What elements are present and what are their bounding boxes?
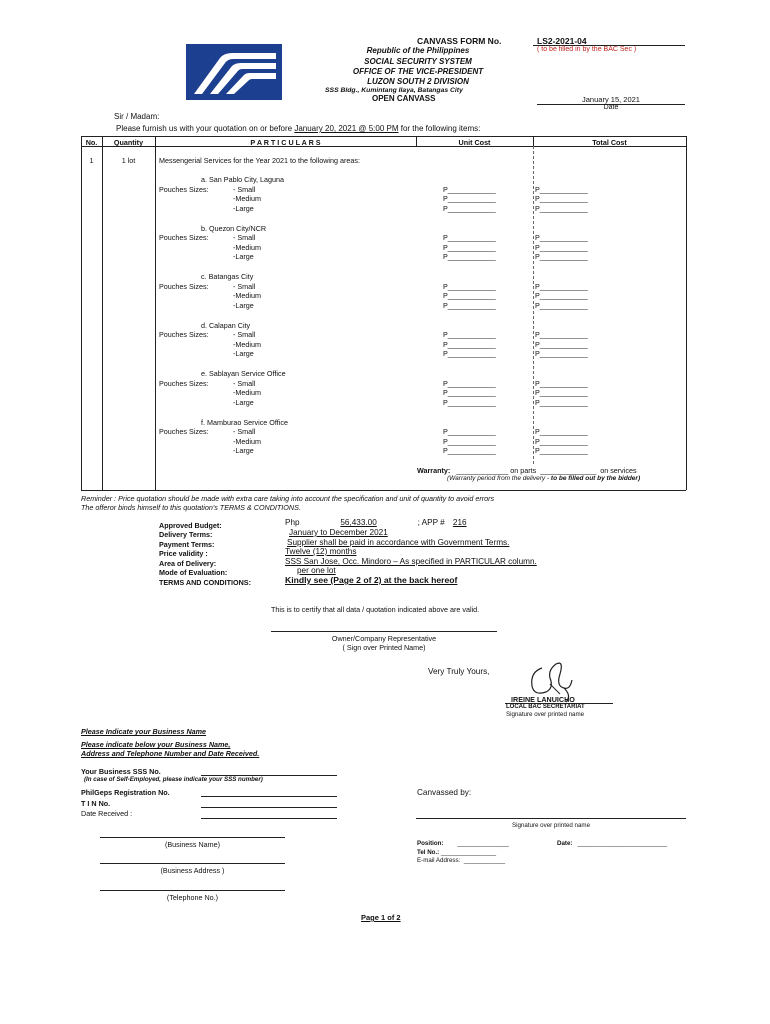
total-cost-input[interactable]: P____________ <box>535 233 588 242</box>
open-canvass-title: OPEN CANVASS <box>372 94 436 103</box>
reminder-line-1: Reminder : Price quotation should be made with extra care taking into account the specification and unit of quantity to avoid errors <box>81 494 495 503</box>
approved-budget-label: Approved Budget: <box>159 521 222 530</box>
quotation-deadline: January 20, 2021 @ 5:00 PM <box>294 124 399 133</box>
representative-sub: ( Sign over Printed Name) <box>342 643 426 652</box>
agency-name: SOCIAL SECURITY SYSTEM <box>364 57 472 66</box>
area-name: a. San Pablo City, Laguna <box>201 175 284 184</box>
delivery-terms-value: January to December 2021 <box>289 528 388 537</box>
size-label: -Large <box>233 203 254 213</box>
header-unit-cost: Unit Cost <box>458 138 491 147</box>
header-no: No. <box>85 138 98 147</box>
payment-terms-label: Payment Terms: <box>159 540 215 549</box>
size-label: -Large <box>233 397 254 407</box>
telephone-label: (Telephone No.) <box>166 893 219 902</box>
total-cost-input[interactable]: P____________ <box>535 427 588 436</box>
size-label: -Medium <box>233 388 261 397</box>
total-cost-input[interactable]: P____________ <box>535 339 588 349</box>
approved-budget: Php 56,433.00 ; APP # 216 <box>285 518 467 527</box>
unit-cost-input[interactable]: P____________ <box>443 203 496 213</box>
canvasser-sig-label: Signature over printed name <box>511 822 591 829</box>
size-label: - Small <box>233 378 256 388</box>
unit-cost-input[interactable]: P____________ <box>443 397 496 407</box>
total-cost-input[interactable]: P____________ <box>535 388 588 397</box>
canvassed-by-label: Canvassed by: <box>417 788 472 797</box>
office-address: SSS Bldg., Kumintang Ilaya, Batangas City <box>325 87 463 94</box>
certify-text: This is to certify that all data / quotation indicated above are valid. <box>271 605 480 614</box>
business-name-field[interactable] <box>100 837 285 838</box>
unit-cost-input[interactable]: P____________ <box>443 436 496 446</box>
pouch-sizes-label: Pouches Sizes: <box>159 233 209 242</box>
office-name: OFFICE OF THE VICE-PRESIDENT <box>352 67 484 76</box>
size-label: -Medium <box>233 436 261 446</box>
form-number-note: ( to be filled in by the BAC Sec ) <box>537 46 637 53</box>
warranty-parts-input[interactable]: _____________ <box>456 466 509 475</box>
unit-cost-input[interactable]: P____________ <box>443 242 496 252</box>
unit-cost-input[interactable]: P____________ <box>443 252 496 261</box>
total-cost-input[interactable]: P____________ <box>535 446 588 455</box>
header-quantity: Quantity <box>113 138 144 147</box>
total-cost-input[interactable]: P____________ <box>535 194 588 203</box>
total-cost-input[interactable]: P____________ <box>535 203 588 213</box>
date-label: Date <box>603 104 619 111</box>
tin-label: T I N No. <box>81 799 111 808</box>
total-cost-input[interactable]: P____________ <box>535 184 588 194</box>
date-received-label: Date Received : <box>81 809 133 818</box>
area-delivery-label: Area of Delivery: <box>159 559 217 568</box>
warranty-note: (Warranty period from the delivery - to be filled out by the bidder) <box>447 475 641 482</box>
tel-row: Tel No.: ________________ <box>417 849 497 856</box>
size-label: -Large <box>233 300 254 310</box>
canvasser-signature-line[interactable] <box>416 818 686 819</box>
row-quantity: 1 lot <box>121 156 136 165</box>
republic-line: Republic of the Philippines <box>366 46 470 55</box>
position-row: Position: _______________ <box>417 840 509 847</box>
total-cost-input[interactable]: P____________ <box>535 291 588 300</box>
indicate-business-name: Please Indicate your Business Name <box>81 727 207 736</box>
representative-label: Owner/Company Representative <box>331 634 437 643</box>
closing-text: Very Truly Yours, <box>428 667 490 676</box>
signatory-title: LOCAL BAC SECRETARIAT <box>506 704 585 710</box>
area-name: e. Sablayan Service Office <box>201 369 286 378</box>
total-cost-input[interactable]: P____________ <box>535 252 588 261</box>
area-name: f. Mamburao Service Office <box>201 417 288 427</box>
unit-cost-input[interactable]: P____________ <box>443 233 496 242</box>
size-label: - Small <box>233 233 256 242</box>
tel-field[interactable]: ________________ <box>440 849 497 856</box>
total-cost-input[interactable]: P____________ <box>535 378 588 388</box>
total-cost-input[interactable]: P____________ <box>535 300 588 310</box>
pouch-sizes-label: Pouches Sizes: <box>159 281 209 291</box>
payment-terms-value: Supplier shall be paid in accordance with Government Terms. <box>287 538 510 547</box>
warranty-services-input[interactable]: ______________ <box>540 466 597 475</box>
size-label: - Small <box>233 330 256 339</box>
unit-cost-input[interactable]: P____________ <box>443 339 496 349</box>
size-label: -Medium <box>233 242 261 252</box>
size-label: - Small <box>233 281 256 291</box>
unit-cost-input[interactable]: P____________ <box>443 378 496 388</box>
page-number: Page 1 of 2 <box>361 913 401 922</box>
area-delivery-value: SSS San Jose, Occ. Mindoro – As specified in PARTICULAR column. <box>285 557 537 566</box>
indicate-below: Please indicate below your Business Name, <box>81 740 231 749</box>
unit-cost-input[interactable]: P____________ <box>443 330 496 339</box>
representative-signature-line[interactable] <box>271 631 497 632</box>
canvass-date-field[interactable]: __________________________ <box>577 840 668 847</box>
business-name-label: (Business Name) <box>164 840 221 849</box>
unit-cost-input[interactable]: P____________ <box>443 446 496 455</box>
area-name: b. Quezon City/NCR <box>201 223 267 233</box>
size-label: -Medium <box>233 291 261 300</box>
header-total-cost: Total Cost <box>592 138 627 147</box>
row-description: Messengerial Services for the Year 2021 to the following areas: <box>159 156 360 165</box>
pouch-sizes-label: Pouches Sizes: <box>159 184 209 194</box>
division-name: LUZON SOUTH 2 DIVISION <box>367 77 469 86</box>
email-row: E-mail Address: ____________ <box>417 857 506 864</box>
unit-cost-input[interactable]: P____________ <box>443 184 496 194</box>
total-cost-input[interactable]: P____________ <box>535 330 588 339</box>
total-cost-input[interactable]: P____________ <box>535 349 588 358</box>
price-validity-value: Twelve (12) months <box>285 547 357 556</box>
signatory-name: IREINE LANUICHO <box>511 695 575 704</box>
telephone-field[interactable] <box>100 890 285 891</box>
reminder-line-2: The offeror binds himself to this quotation's TERMS & CONDITIONS. <box>81 503 301 512</box>
sss-number-note: (In case of Self-Employed, please indicate your SSS number) <box>84 776 263 783</box>
unit-cost-input[interactable]: P____________ <box>443 291 496 300</box>
terms-conditions-label: TERMS AND CONDITIONS: <box>159 578 251 587</box>
unit-cost-input[interactable]: P____________ <box>443 194 496 203</box>
size-label: -Large <box>233 252 254 261</box>
size-label: -Large <box>233 446 254 455</box>
mode-evaluation-label: Mode of Evaluation: <box>159 568 228 577</box>
unit-cost-input[interactable]: P____________ <box>443 349 496 358</box>
indicate-address: Address and Telephone Number and Date Received. <box>81 749 260 758</box>
header-particulars: P A R T I C U L A R S <box>250 138 321 147</box>
terms-conditions-value: Kindly see (Page 2 of 2) at the back hereof <box>285 575 458 585</box>
area-name: d. Calapan City <box>201 320 251 330</box>
total-cost-input[interactable]: P____________ <box>535 436 588 446</box>
mode-evaluation-value: per one lot <box>297 566 336 575</box>
total-cost-input[interactable]: P____________ <box>535 281 588 291</box>
salutation: Sir / Madam: <box>114 112 160 121</box>
size-label: -Medium <box>233 339 261 349</box>
pouch-sizes-label: Pouches Sizes: <box>159 330 209 339</box>
size-label: -Large <box>233 349 254 358</box>
unit-cost-input[interactable]: P____________ <box>443 388 496 397</box>
canvass-date: January 15, 2021 <box>582 95 640 104</box>
unit-cost-input[interactable]: P____________ <box>443 281 496 291</box>
canvass-form-label: CANVASS FORM No. <box>417 36 502 46</box>
sss-number-label: Your Business SSS No. <box>81 767 161 776</box>
canvass-form-number: LS2-2021-04 <box>537 36 587 46</box>
email-field[interactable]: ____________ <box>463 857 506 864</box>
date-received-field[interactable] <box>201 818 337 819</box>
quotation-request: Please furnish us with your quotation on or before January 20, 2021 @ 5:00 PM for the following items: <box>116 124 481 133</box>
delivery-terms-label: Delivery Terms: <box>159 530 213 539</box>
price-validity-label: Price validity : <box>159 549 208 558</box>
size-label: - Small <box>233 184 256 194</box>
business-address-field[interactable] <box>100 863 285 864</box>
unit-cost-input[interactable]: P____________ <box>443 300 496 310</box>
unit-cost-input[interactable]: P____________ <box>443 427 496 436</box>
total-cost-input[interactable]: P____________ <box>535 242 588 252</box>
signatory-sig-label: Signature over printed name <box>506 711 585 718</box>
sss-logo <box>186 44 282 100</box>
pouch-sizes-label: Pouches Sizes: <box>159 378 209 388</box>
row-number: 1 <box>89 156 94 165</box>
size-label: - Small <box>233 427 256 436</box>
pouch-sizes-label: Pouches Sizes: <box>159 427 209 436</box>
total-cost-input[interactable]: P____________ <box>535 397 588 407</box>
size-label: -Medium <box>233 194 261 203</box>
tin-field[interactable] <box>201 807 337 808</box>
philgeps-field[interactable] <box>201 796 337 797</box>
sss-logo-icon <box>186 44 282 100</box>
canvass-date-row: Date: __________________________ <box>557 840 668 847</box>
warranty-line: Warranty: _____________ on parts ______________ on services <box>417 466 637 475</box>
philgeps-label: PhilGeps Registration No. <box>81 788 170 797</box>
business-address-label: (Business Address ) <box>160 866 225 875</box>
position-field[interactable]: _______________ <box>457 840 509 847</box>
area-name: c. Batangas City <box>201 272 254 281</box>
